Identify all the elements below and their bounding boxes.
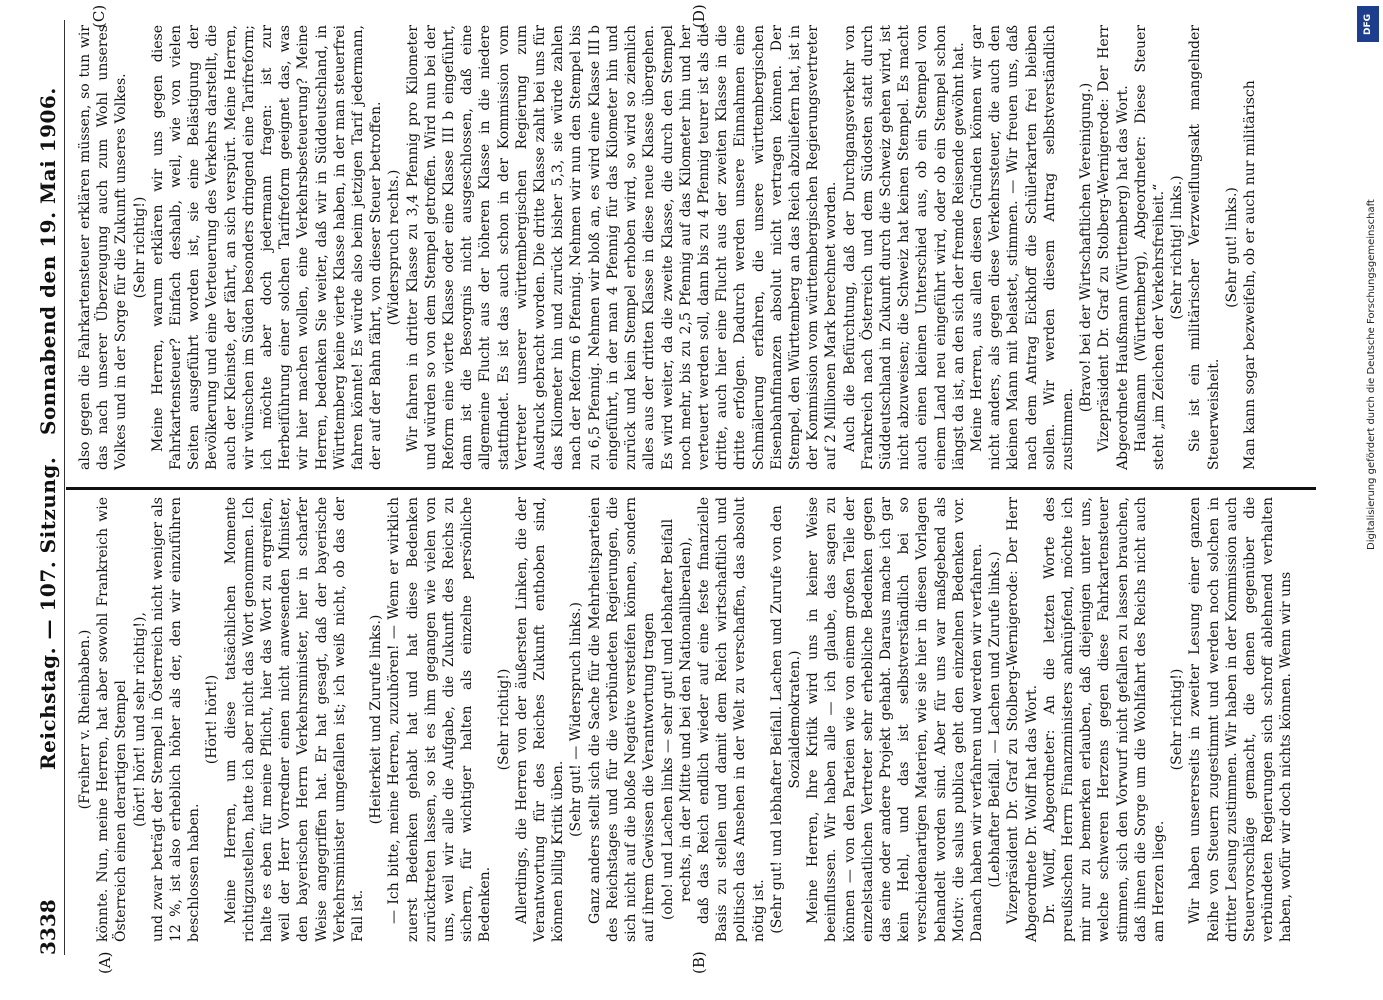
paragraph: Ganz anders stellt sich die Sache für die Mehrheitsparteien des Reichstages und für die verbündeten Regierungen, die sich nicht auf die bloße Negative versteifen können, sondern auf ihrem Gewissen die Verantwortung tragen	[586, 497, 658, 942]
interjection-line: (Sehr richtig!)	[1169, 668, 1186, 771]
paragraph: Meine Herren, aus allen diesen Gründen können wir gar nicht anders, als gegen diese Verkehrssteuer, die auch den kleinen Mann mit belastet, stimmen. — Wir freuen uns, daß nach dem Antrag Eickhoff die Schülerkarten frei bleiben sollen. Wir werden diesem Antrag selbstverständlich zustimmen.	[968, 25, 1076, 470]
page-number: 3338	[36, 899, 60, 955]
interjection-line: (Sehr richtig!)	[131, 196, 148, 299]
paragraph: daß das Reich endlich wieder auf eine feste finanzielle Basis zu stellen und damit dem Reich wirtschaftlich und politisch das Ansehen in der Welt zu verschaffen, das absolut nötig ist.	[695, 497, 767, 942]
margin-mark-b: (B)	[690, 951, 708, 974]
margin-mark-d: (D)	[690, 4, 708, 28]
column-divider	[66, 487, 1316, 490]
paragraph: Allerdings, die Herren von der äußersten Linken, die der Verantwortung für des Reiches Zukunft enthoben sind, können billig Kritik üben.	[513, 497, 567, 942]
page-title: Reichstag. — 107. Sitzung.	[36, 456, 60, 770]
paragraph: Wir fahren in dritter Klasse zu 3,4 Pfennig pro Kilometer und würden so von dem Stempel getroffen. Wird nun bei der Reform eine vierte Klasse oder eine Klasse III b eingeführt, dann ist die Besorgnis nicht ausgeschlossen, daß eine allgemeine Flucht aus der höheren Klasse in die niedere stattfindet. Es ist das auch schon in der Kommission vom Vertreter unserer württembergischen Regierung zum Ausdruck gebracht worden. Die dritte Klasse zahlt bei uns für das Kilometer hin und zurück bisher 5,3, sie würde zahlen nach der Reform 6 Pfennig. Nehmen wir nun den Stempel bis zu 6,5 Pfennig. Nehmen wir bloß an, es wird eine Klasse III b eingeführt, in der man 4 Pfennig für das Kilometer hin und zurück und kein Stempel erhoben wird, so wird so ziemlich alles aus der dritten Klasse in diese neue Klasse übergehen. Es wird weiter, da die zweite Klasse, die durch den Stempel noch mehr, bis zu 2,5 Pfennig auf das Kilometer hin und her verteuert werden soll, dann bis zu 4 Pfennig teurer ist als die dritte, auch hier eine Flucht aus der zweiten Klasse in die dritte erfolgen. Dadurch werden unsere Einnahmen eine Schmälerung erfahren, die unsere württembergischen Eisenbahnfinanzen absolut nicht vertragen können. Der Stempel, den Württemberg an das Reich abzuliefern hat, ist in der Kommission vom württembergischen Regierungsvertreter auf 2 Millionen Mark berechnet worden.	[404, 25, 840, 470]
paragraph: Wir haben unsererseits in zweiter Lesung einer ganzen Reihe von Steuern zugestimmt und werden noch solchen in dritter Lesung zustimmen. Wir haben in der Kommission auch Steuervorschläge gemacht, die denen gegenüber die verbündeten Regierungen sich schroff ablehnend verhalten haben, wofür wir doch nichts können. Wenn wir uns	[1187, 497, 1295, 942]
page-header	[32, 25, 66, 955]
paragraph: Dr. Wolff, Abgeordneter: An die letzten Worte des preußischen Herrn Finanzministers anknüpfend, möchte ich mir nur zu bemerken erlauben, daß diejenigen unter uns, welche schweren Herzens gegen diese Fahrkartensteuer stimmen, sich den Vorwurf nicht gefallen zu lassen brauchen, daß ihnen die Sorge um die Wohlfahrt des Reichs nicht auch am Herzen liege.	[1041, 497, 1167, 942]
interjection-line: (Widerspruch rechts.)	[386, 169, 403, 326]
paragraph: Meine Herren, warum erklären wir uns gegen diese Fahrkartensteuer? Einfach deshalb, weil, wie von vielen Seiten ausgeführt worden ist, sie eine Belästigung der Bevölkerung und eine Verteuerung des Verkehrs darstellt, die auch der Kleinste, der fährt, an sich verspürt. Meine Herren, wir wünschen im Süden besonders dringend eine Tarifreform; ich möchte aber doch jedermann fragen: ist zur Herbeiführung einer solchen Tarifreform geeignet das, was wir hier machen wollen, eine Verkehrsbesteuerung? Meine Herren, bedenken Sie weiter, daß wir in Süddeutschland, in Württemberg keine vierte Klasse haben, in der man steuerfrei fahren könnte! Es würde also beim jetzigen Tarif jedermann, der auf der Bahn fährt, von dieser Steuer betroffen.	[149, 25, 385, 470]
interjection-line: (Freiherr v. Rheinbaben.)	[77, 629, 93, 810]
paragraph: Vizepräsident Dr. Graf zu Stolberg-Wernigerode: Der Herr Abgeordnete Haußmann (Württemberg) hat das Wort.	[1096, 25, 1131, 470]
paragraph: und zwar beträgt der Stempel in Österreich nicht weniger als 12 %, ist also erheblich höher als der, den wir einzuführen beschlossen haben.	[149, 497, 203, 942]
interjection-line: (Sehr gut! und lebhafter Beifall. Lachen und Zurufe von den Sozialdemokraten.)	[768, 505, 803, 934]
interjection-line: (Bravo! bei der Wirtschaftlichen Vereinigung.)	[1078, 82, 1095, 413]
dfg-imprint	[1343, 0, 1383, 1000]
header-rule	[64, 20, 65, 955]
dfg-imprint-text: Digitalisierung gefördert durch die Deutsche Forschungsgemeinschaft	[1366, 199, 1377, 550]
paragraph: Sie ist ein militärischer Verzweiflungsakt mangelnder Steuerweisheit.	[1187, 25, 1222, 470]
interjection-line: (hört! hört! und sehr richtig!),	[131, 612, 148, 827]
paragraph: — Ich bitte, meine Herren, zuzuhören! — Wenn er wirklich zuerst Bedenken gehabt hat und hat diese Bedenken zurücktreten lassen, so ist es ihm gegangen wie vielen von uns, weil wir alle die Aufgabe, die Zukunft des Reichs zu sichern, für wichtiger halten als einzelne persönliche Bedenken.	[386, 497, 494, 942]
interjection-line: (Lebhafter Beifall. — Lachen und Zurufe links.)	[987, 551, 1004, 888]
session-date: Sonnabend den 19. Mai 1906.	[36, 87, 60, 435]
paragraph: Meine Herren, um diese tatsächlichen Momente richtigzustellen, hatte ich aber nicht das Wort genommen. Ich halte es eben für meine Pflicht, hier das Wort zu ergreifen, weil der Herr Vorredner einen nicht anwesenden Minister, den bayerischen Herrn Verkehrsminister, hier in scharfer Weise angegriffen hat. Er hat gesagt, daß der bayerische Verkehrsminister umgefallen ist; ich weiß nicht, ob das der Fall ist.	[222, 497, 367, 942]
interjection-line: (Sehr gut! links.)	[1223, 187, 1240, 308]
paragraph: Haußmann (Württemberg), Abgeordneter: Diese Steuer steht „im Zeichen der Verkehrsfreiheit.“	[1132, 25, 1167, 470]
interjection-line: (Hört! hört!)	[204, 674, 221, 765]
interjection-line: (Sehr richtig!)	[495, 668, 512, 771]
paragraph: Vizepräsident Dr. Graf zu Stolberg-Wernigerode: Der Herr Abgeordnete Dr. Wolff hat das Wort.	[1005, 497, 1040, 942]
paragraph: Man kann sogar bezweifeln, ob er auch nur militärisch	[1242, 80, 1258, 470]
dfg-logo: DFG	[1357, 6, 1379, 42]
paragraph: Auch die Befürchtung, daß der Durchgangsverkehr von Frankreich nach Österreich und dem Südosten statt durch Süddeutschland in Zukunft durch die Schweiz gehen wird, ist nicht abzuweisen; die Schweiz hat keinen Stempel. Es macht auch einen kleinen Unterschied aus, ob ein Stempel von einem Land neu eingeführt wird, oder ob ein Stempel schon längst da ist, an den sich der fremde Reisende gewöhnt hat.	[841, 25, 967, 470]
interjection-line: (Sehr gut! — Widerspruch links.)	[568, 602, 585, 837]
right-column	[76, 25, 1259, 470]
left-column	[76, 497, 1296, 942]
paragraph: Meine Herren, Ihre Kritik wird uns in keiner Weise beeinflussen. Wir haben alle — ich glaube, das sagen zu können — von den Parteien wie von einem großen Teile der einzelstaatlichen Vertreter sehr erhebliche Bedenken gegen das eine oder andere Projekt gehabt. Daraus mache ich gar kein Hehl, und das ist selbstverständlich bei so verschiedenartigen Materien, wie sie hier in diesen Vorlagen behandelt worden sind. Aber für uns war maßgebend als Motiv: die salus publica geht den einzelnen Bedenken vor. Danach haben wir verfahren und werden wir verfahren.	[805, 497, 985, 942]
interjection-line: (Heiterkeit und Zurufe links.)	[368, 614, 385, 825]
paragraph: könnte. Nun, meine Herren, hat aber sowohl Frankreich wie Österreich einen derartigen Stempel	[95, 497, 130, 942]
margin-mark-a: (A)	[96, 951, 114, 974]
margin-mark-c: (C)	[90, 4, 108, 28]
interjection-line: (oho! und Lachen links — sehr gut! und lebhafter Beifall rechts, in der Mitte und bei den Nationalliberalen),	[659, 518, 694, 921]
interjection-line: (Sehr richtig! links.)	[1169, 175, 1186, 320]
paragraph: also gegen die Fahrkartensteuer erklären müssen, so tun wir das nach unserer Überzeugung auch zum Wohl unseres Volkes und in der Sorge für die Zukunft unseres Volkes.	[77, 25, 130, 470]
